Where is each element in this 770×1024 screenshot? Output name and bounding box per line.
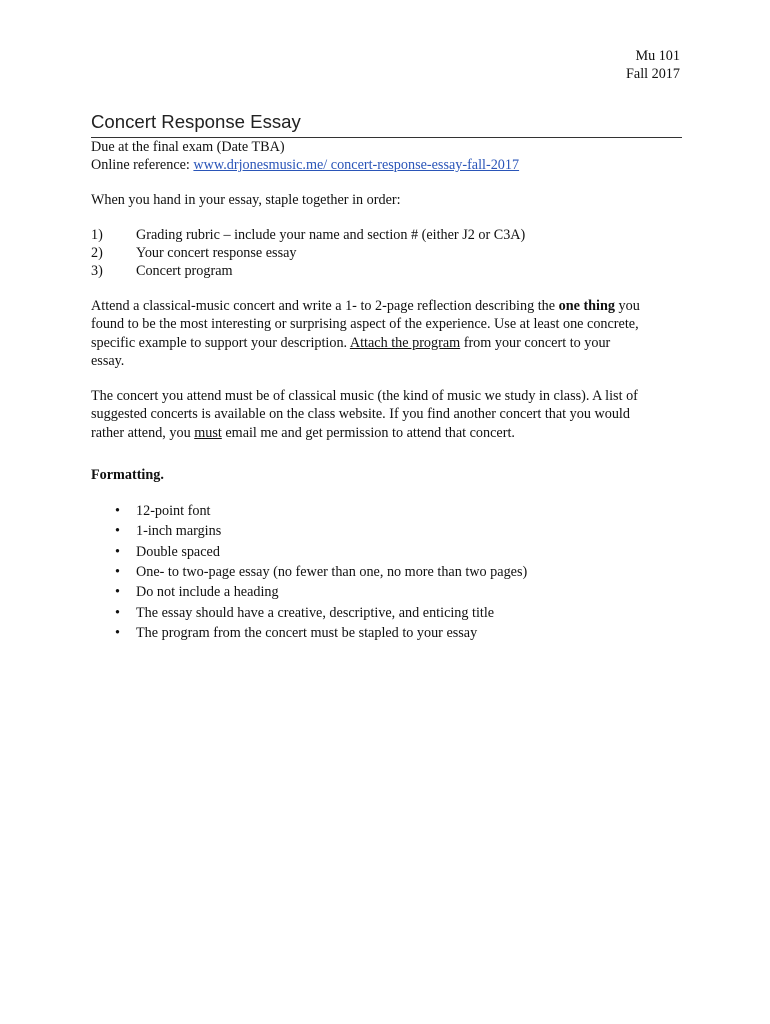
list-item-text: Double spaced (136, 543, 220, 560)
list-item-text: One- to two-page essay (no fewer than one, no more than two pages) (136, 563, 528, 580)
list-item-text: 1-inch margins (136, 523, 222, 540)
reference-label: Online reference: (91, 157, 194, 173)
list-item (91, 562, 686, 582)
step-text: Your concert response essay (136, 245, 297, 261)
step-number: 3) (91, 263, 103, 279)
emphasis-must: must (194, 424, 222, 441)
para-text: found to be the most interesting or surprising aspect of the experience. Use at least one concrete, (91, 316, 639, 333)
list-item (91, 244, 686, 262)
para-text: suggested concerts is available on the class website. If you find another concert that you would (91, 406, 630, 423)
list-item (91, 262, 686, 280)
course-header (626, 47, 680, 83)
list-item-text: 12-point font (136, 503, 211, 520)
step-number: 2) (91, 245, 103, 261)
course-term: Fall 2017 (626, 66, 680, 82)
bullet-icon: • (115, 503, 120, 520)
list-item-text: Do not include a heading (136, 584, 279, 601)
title-block (91, 108, 682, 138)
list-item (91, 623, 686, 643)
list-item (91, 542, 686, 562)
para-text: email me and get permission to attend that concert. (221, 424, 515, 441)
list-item (91, 501, 686, 521)
reference-link[interactable]: www.drjonesmusic.me/ concert-response-essay-fall-2017 (193, 157, 520, 173)
emphasis-attach-program: Attach the program (349, 334, 461, 351)
para-text: The concert you attend must be of classical music (the kind of music we study in class). A list of (91, 388, 638, 405)
para-text: Attend a classical-music concert and write a 1- to 2-page reflection describing the (91, 298, 559, 314)
step-number: 1) (91, 227, 103, 243)
concert-requirements-paragraph (91, 387, 686, 442)
bullet-icon: • (115, 604, 120, 621)
formatting-list (91, 501, 686, 643)
step-text: Concert program (136, 263, 233, 279)
course-code: Mu 101 (635, 48, 680, 64)
para-text: specific example to support your description. (91, 334, 350, 351)
formatting-heading: Formatting. (91, 467, 164, 484)
list-item (91, 603, 686, 623)
bullet-icon: • (115, 624, 120, 641)
step-text: Grading rubric – include your name and section # (either J2 or C3A) (136, 227, 526, 243)
para-text: essay. (91, 352, 125, 369)
list-item (91, 582, 686, 602)
list-item (91, 226, 686, 244)
hand-in-intro: When you hand in your essay, staple together in order: (91, 192, 401, 208)
assignment-paragraph (91, 297, 686, 370)
page-title: Concert Response Essay (91, 111, 301, 132)
para-text: rather attend, you (91, 424, 195, 441)
due-line: Due at the final exam (Date TBA) (91, 139, 285, 155)
bullet-icon: • (115, 523, 120, 540)
hand-in-steps (91, 226, 686, 280)
list-item (91, 521, 686, 541)
reference-line (91, 156, 686, 174)
bullet-icon: • (115, 584, 120, 601)
bullet-icon: • (115, 543, 120, 560)
list-item-text: The program from the concert must be stapled to your essay (136, 624, 478, 641)
para-text: from your concert to your (460, 334, 611, 351)
document-body (91, 138, 686, 643)
bullet-icon: • (115, 563, 120, 580)
list-item-text: The essay should have a creative, descriptive, and enticing title (136, 604, 495, 621)
emphasis-one-thing: one thing (558, 298, 615, 314)
para-text: you (614, 298, 640, 314)
